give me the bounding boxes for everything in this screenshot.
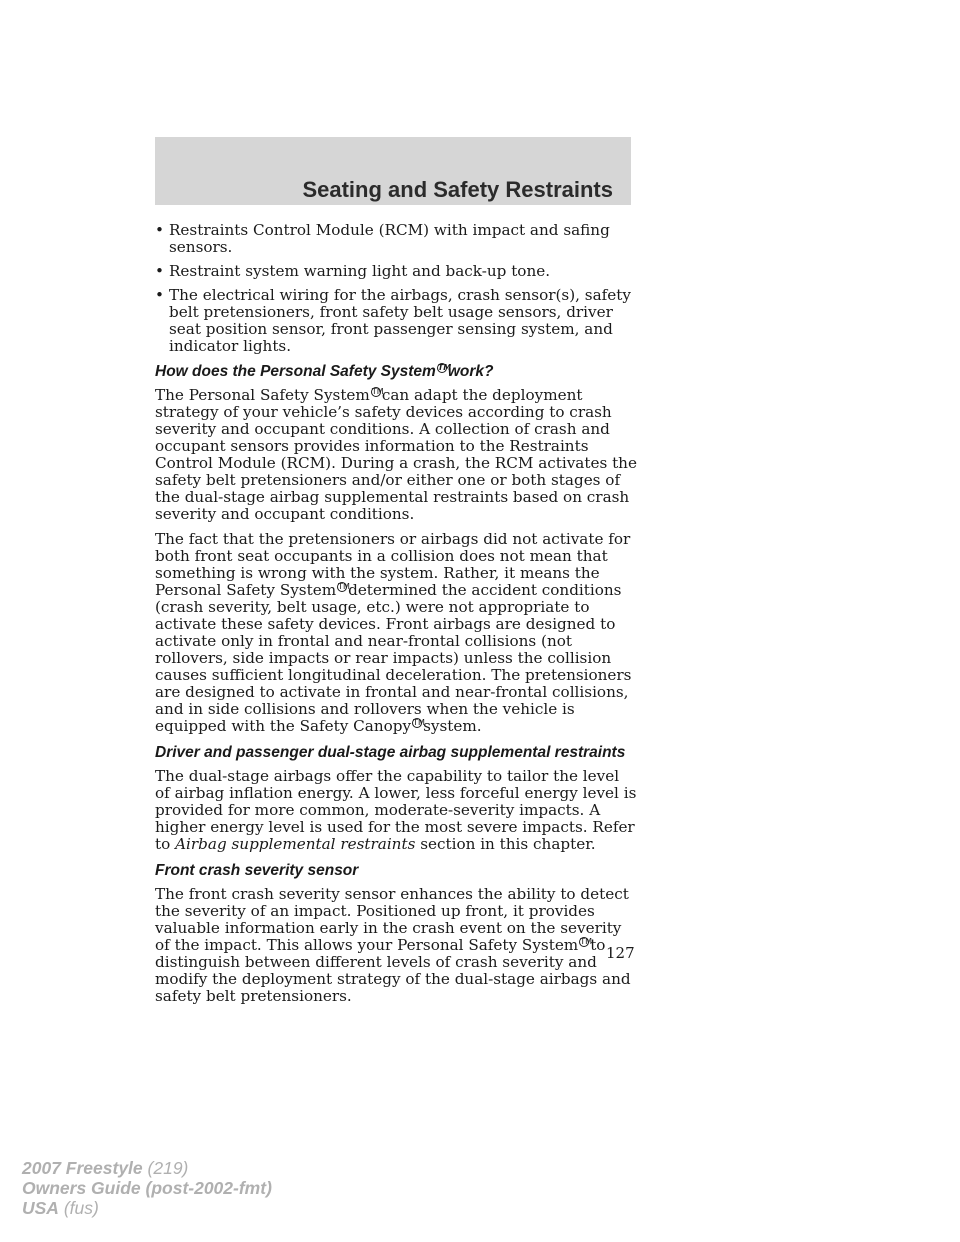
- trademark-icon: TM: [580, 937, 592, 946]
- trademark-icon: TM: [413, 718, 425, 727]
- trademark-icon: TM: [338, 582, 350, 591]
- section-header-band: [155, 137, 631, 205]
- list-item: • Restraints Control Module (RCM) with impact and safing sensors.: [155, 221, 610, 256]
- section-title: Seating and Safety Restraints: [302, 177, 613, 202]
- trademark-icon: TM: [371, 387, 384, 396]
- list-item: • Restraint system warning light and back-up tone.: [155, 262, 551, 280]
- list-item: • The electrical wiring for the airbags, crash sensor(s), safety belt pretensioners, front safety belt usage sensors, driver seat position sensor, front passenger sensing system, and indicator lights.: [155, 286, 631, 355]
- paragraph: The dual-stage airbags offer the capability to tailor the level of airbag inflation energy. A lower, less forceful energy level is provided for more common, moderate-severity impacts. A higher energy level is used for the most severe impacts. Refer to Airbag supplemental restraints section in this chapter.: [155, 767, 637, 853]
- heading-front-crash-sensor: Front crash severity sensor: [155, 862, 359, 879]
- bullet-icon: •: [155, 221, 164, 239]
- paragraph: The fact that the pretensioners or airbags did not activate for both front seat occupants in a collision does not mean that something is wrong with the system. Rather, it means the Personal Safety System TMdetermined the accident conditions (crash severity, belt usage, etc.) were not appropriate to activate these safety devices. Front airbags are designed to activate only in frontal and near-frontal collisions (not rollovers, side impacts or rear impacts) unless the collision causes sufficient longitudinal deceleration. The pretensioners are designed to activate in frontal and near-frontal collisions, and in side collisions and rollovers when the vehicle is equipped with the Safety Canopy TMsystem.: [155, 530, 632, 735]
- page-number: 127: [606, 944, 635, 962]
- page-content: [155, 222, 637, 1013]
- footer-watermark: 2007 Freestyle (219) Owners Guide (post-2002-fmt) USA (fus): [22, 1158, 272, 1218]
- bullet-icon: •: [155, 262, 164, 280]
- component-list: [155, 222, 637, 355]
- paragraph: The Personal Safety System TMcan adapt the deployment strategy of your vehicle’s safety devices according to crash severity and occupant conditions. A collection of crash and occupant sensors provides information to the Restraints Control Module (RCM). During a crash, the RCM activates the safety belt pretensioners and/or either one or both stages of the dual-stage airbag supplemental restraints based on crash severity and occupant conditions.: [155, 386, 637, 523]
- trademark-icon: TM: [437, 363, 452, 372]
- paragraph: The front crash severity sensor enhances the ability to detect the severity of an impact. Positioned up front, it provides valuable information early in the crash event on the severity of the impact. This allows your Personal Safety System TMto distinguish between different levels of crash severity and modify the deployment strategy of the dual-stage airbags and safety belt pretensioners.: [155, 885, 631, 1005]
- heading-dual-stage-airbags: Driver and passenger dual-stage airbag supplemental restraints: [155, 744, 626, 761]
- cross-reference: Airbag supplemental restraints: [175, 835, 416, 853]
- heading-how-it-works: How does the Personal Safety System TMwork?: [155, 363, 494, 380]
- bullet-icon: •: [155, 286, 164, 304]
